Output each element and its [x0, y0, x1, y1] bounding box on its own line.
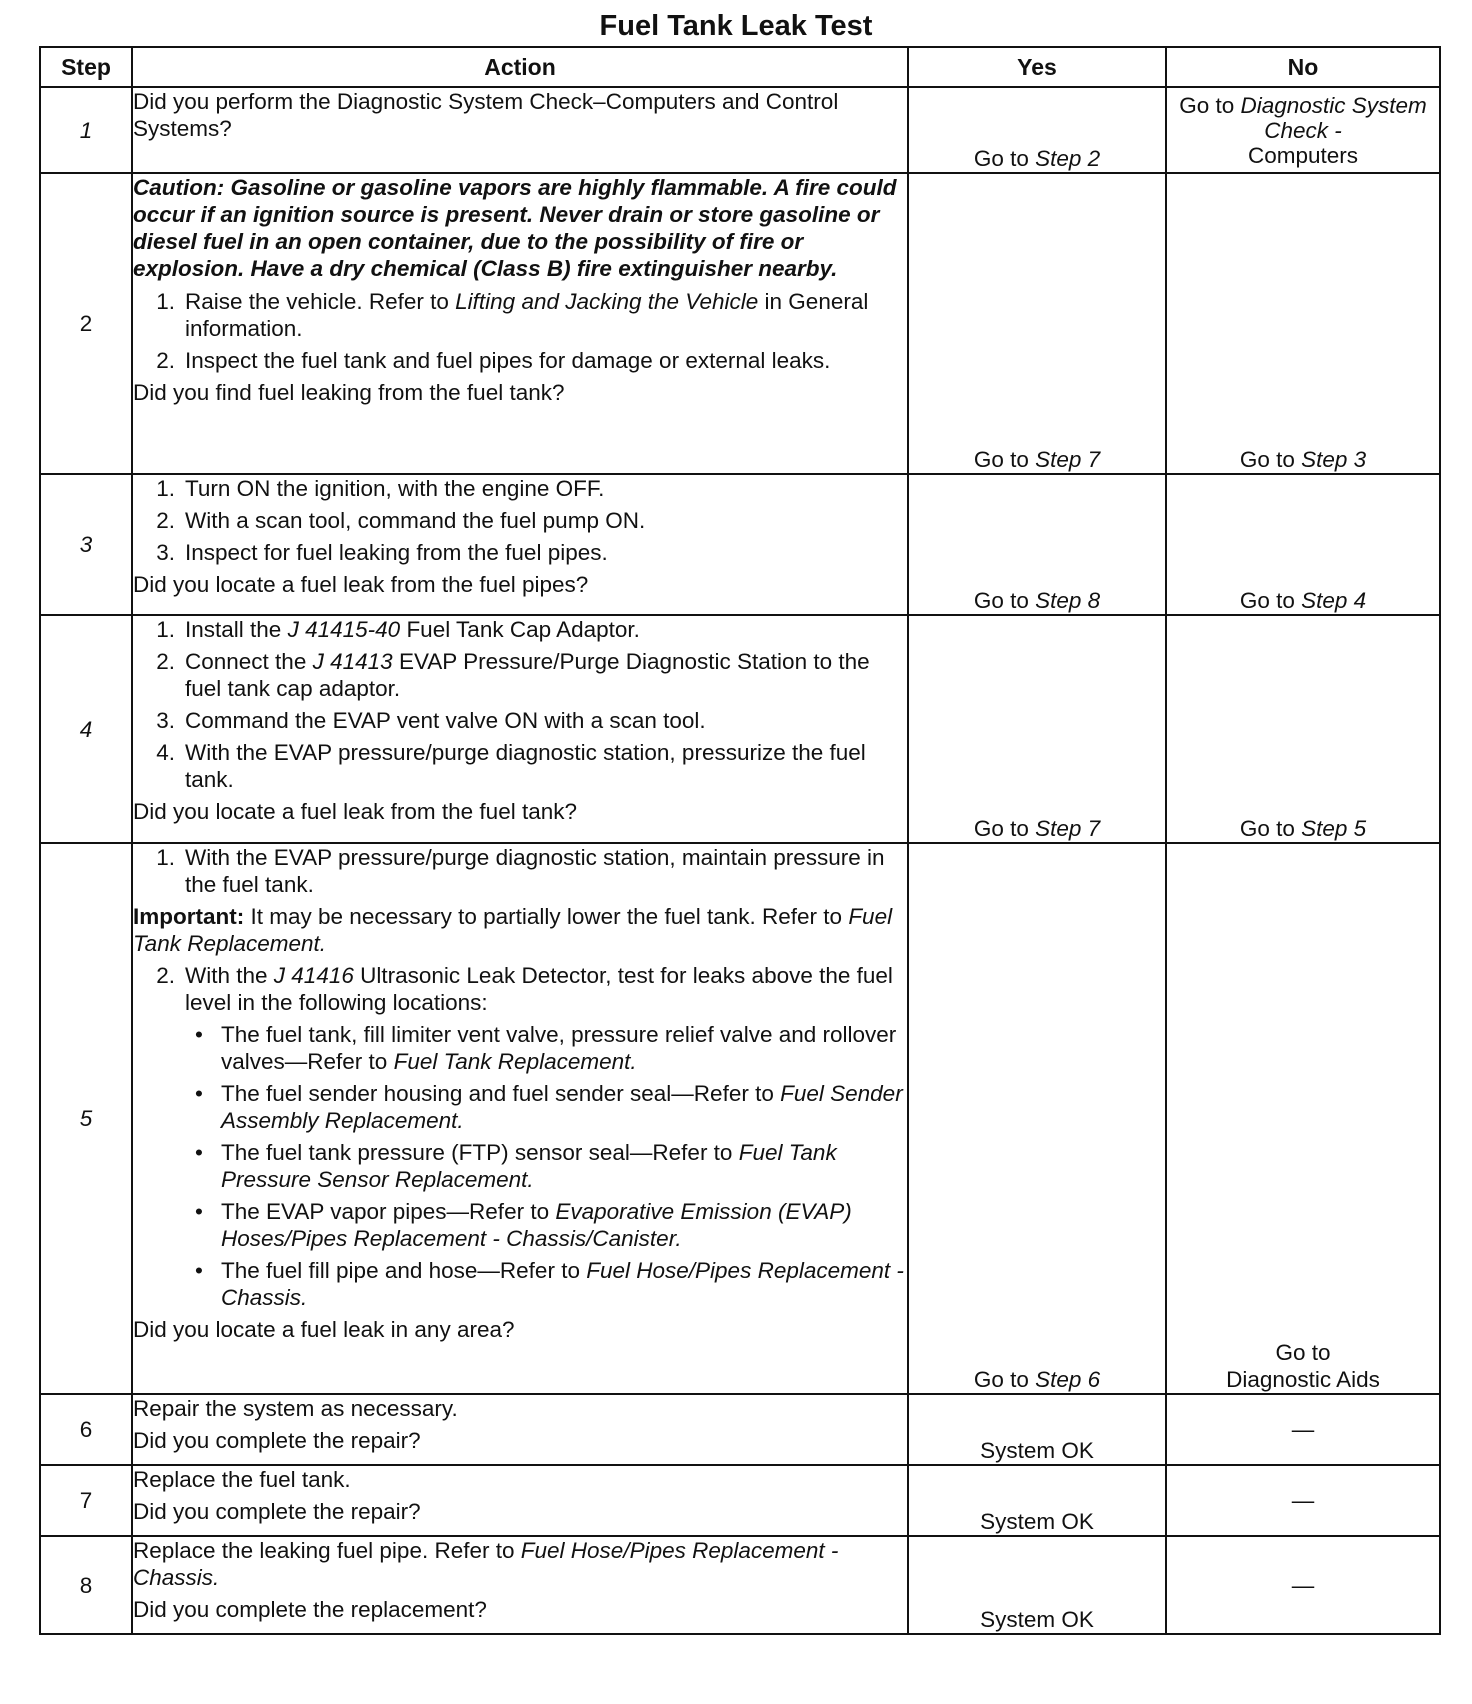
list-number: 2.	[156, 963, 175, 988]
bullet-item	[133, 1198, 907, 1252]
list-number: 3.	[156, 708, 175, 733]
list-text: Install the	[185, 617, 282, 642]
bullet-item	[133, 1139, 907, 1193]
yes-cell: System OK	[908, 1536, 1166, 1634]
list-item	[133, 962, 907, 1016]
bullet-icon: •	[195, 1140, 203, 1165]
step-number: 3	[40, 474, 132, 615]
no-cell	[1166, 615, 1440, 843]
list-number: 2.	[156, 348, 175, 373]
table-row	[40, 1536, 1440, 1634]
reference-link[interactable]: Fuel Hose/Pipes Replacement - Chassis.	[133, 1538, 839, 1590]
list-item	[133, 288, 907, 342]
bullet-icon: •	[195, 1081, 203, 1106]
no-cell: —	[1166, 1465, 1440, 1536]
list-item	[133, 475, 907, 502]
bullet-text: The fuel sender housing and fuel sender seal—Refer to	[221, 1081, 774, 1106]
yes-step-link[interactable]: Step 2	[1035, 146, 1101, 171]
reference-link[interactable]: Evaporative Emission (EVAP) Hoses/Pipes Replacement - Chassis/Canister.	[221, 1199, 852, 1251]
action-cell	[132, 1465, 908, 1536]
no-cell: —	[1166, 1536, 1440, 1634]
fuel-tank-leak-test-table	[39, 46, 1441, 1635]
step-number: 2	[40, 173, 132, 474]
yes-prefix: Go to	[973, 447, 1029, 472]
no-prefix: Go to	[1275, 1340, 1331, 1365]
list-text: Ultrasonic Leak Detector, test for leaks above the fuel level in the following locations:	[185, 963, 893, 1015]
list-item	[133, 739, 907, 793]
table-header-row	[40, 47, 1440, 87]
yes-cell	[908, 87, 1166, 173]
header-step: Step	[40, 47, 132, 87]
action-cell	[132, 474, 908, 615]
question-text: Did you locate a fuel leak from the fuel tank?	[133, 799, 578, 824]
step-number: 5	[40, 843, 132, 1394]
list-item	[133, 707, 907, 734]
action-cell	[132, 1536, 908, 1634]
yes-prefix: Go to	[973, 146, 1029, 171]
reference-link[interactable]: Lifting and Jacking the Vehicle	[455, 289, 759, 314]
table-row	[40, 1394, 1440, 1465]
no-cell	[1166, 474, 1440, 615]
reference-link[interactable]: Fuel Sender Assembly Replacement.	[221, 1081, 903, 1133]
question-text: Did you complete the repair?	[133, 1499, 421, 1524]
list-number: 2.	[156, 649, 175, 674]
table-row	[40, 843, 1440, 1394]
list-text: Raise the vehicle. Refer to	[185, 289, 449, 314]
yes-step-link[interactable]: Step 6	[1035, 1367, 1101, 1392]
list-text: Inspect the fuel tank and fuel pipes for damage or external leaks.	[185, 348, 831, 373]
list-item	[133, 844, 907, 898]
no-step-link[interactable]: Step 4	[1301, 588, 1367, 613]
list-text: Turn ON the ignition, with the engine OFF.	[185, 476, 605, 501]
no-step-link[interactable]: Step 3	[1301, 447, 1367, 472]
action-text-prefix: Replace the leaking fuel pipe. Refer to	[133, 1538, 515, 1563]
action-text: Replace the fuel tank.	[133, 1467, 351, 1492]
action-text	[133, 1537, 907, 1591]
no-prefix: Go to	[1239, 588, 1295, 613]
no-cell	[1166, 843, 1440, 1394]
action-cell	[132, 1394, 908, 1465]
list-text: With the EVAP pressure/purge diagnostic station, maintain pressure in the fuel tank.	[185, 845, 885, 897]
table-row	[40, 615, 1440, 843]
list-number: 1.	[156, 845, 175, 870]
no-cell: —	[1166, 1394, 1440, 1465]
tool-reference: J 41416	[273, 963, 354, 988]
step-number: 8	[40, 1536, 132, 1634]
yes-cell	[908, 474, 1166, 615]
action-cell	[132, 87, 908, 173]
table-row	[40, 87, 1440, 173]
list-text: Command the EVAP vent valve ON with a scan tool.	[185, 708, 706, 733]
no-step-link[interactable]: Step 5	[1301, 816, 1367, 841]
question-text: Did you complete the repair?	[133, 1428, 421, 1453]
list-item	[133, 347, 907, 374]
list-number: 1.	[156, 476, 175, 501]
tool-reference: J 41415-40	[287, 617, 401, 642]
yes-cell: System OK	[908, 1465, 1166, 1536]
list-text: With the EVAP pressure/purge diagnostic station, pressurize the fuel tank.	[185, 740, 866, 792]
no-prefix: Go to	[1239, 447, 1295, 472]
bullet-item	[133, 1080, 907, 1134]
list-text: Connect the	[185, 649, 307, 674]
important-note	[133, 903, 907, 957]
step-number: 7	[40, 1465, 132, 1536]
no-step-link[interactable]: Diagnostic Aids	[1226, 1367, 1380, 1392]
yes-cell	[908, 615, 1166, 843]
yes-step-link[interactable]: Step 7	[1035, 816, 1101, 841]
question-text: Did you locate a fuel leak from the fuel pipes?	[133, 572, 589, 597]
list-number: 1.	[156, 617, 175, 642]
no-prefix: Go to	[1239, 816, 1295, 841]
step-number: 6	[40, 1394, 132, 1465]
action-cell	[132, 843, 908, 1394]
bullet-text: The EVAP vapor pipes—Refer to	[221, 1199, 550, 1224]
no-cell	[1166, 87, 1440, 173]
reference-link[interactable]: Fuel Tank Replacement.	[133, 904, 893, 956]
yes-cell: System OK	[908, 1394, 1166, 1465]
bullet-text: The fuel tank, fill limiter vent valve, pressure relief valve and rollover valves—Refer to	[221, 1022, 897, 1074]
list-number: 1.	[156, 289, 175, 314]
list-item	[133, 616, 907, 643]
list-number: 2.	[156, 508, 175, 533]
table-row	[40, 173, 1440, 474]
bullet-item	[133, 1257, 907, 1311]
no-prefix: Go to	[1179, 93, 1235, 118]
reference-link[interactable]: Fuel Tank Pressure Sensor Replacement.	[221, 1140, 837, 1192]
header-no: No	[1166, 47, 1440, 87]
bullet-icon: •	[195, 1199, 203, 1224]
list-number: 3.	[156, 540, 175, 565]
important-label: Important:	[133, 904, 245, 929]
question-text: Did you complete the replacement?	[133, 1597, 487, 1622]
action-cell	[132, 173, 908, 474]
caution-text: Caution: Gasoline or gasoline vapors are highly flammable. A fire could occur if an ignition source is present. Never drain or store gasoline or diesel fuel in an open container, due to the possibility of fire or explosion. Have a dry chemical (Class B) fire extinguisher nearby.	[133, 175, 897, 281]
step-number: 1	[40, 87, 132, 173]
reference-link[interactable]: Fuel Tank Replacement.	[393, 1049, 637, 1074]
no-suffix: Computers	[1247, 143, 1359, 168]
list-text: Fuel Tank Cap Adaptor.	[406, 617, 640, 642]
yes-prefix: Go to	[973, 1367, 1029, 1392]
header-yes: Yes	[908, 47, 1166, 87]
page-title: Fuel Tank Leak Test	[599, 10, 873, 42]
question-text: Did you locate a fuel leak in any area?	[133, 1317, 515, 1342]
important-text: It may be necessary to partially lower the fuel tank. Refer to	[250, 904, 843, 929]
list-text: With a scan tool, command the fuel pump ON.	[185, 508, 646, 533]
table-row	[40, 1465, 1440, 1536]
list-text: in General information.	[185, 289, 869, 341]
yes-step-link[interactable]: Step 7	[1035, 447, 1101, 472]
yes-prefix: Go to	[973, 588, 1029, 613]
list-text: Inspect for fuel leaking from the fuel pipes.	[185, 540, 608, 565]
bullet-item	[133, 1021, 907, 1075]
list-item	[133, 539, 907, 566]
list-text: With the	[185, 963, 268, 988]
bullet-text: The fuel tank pressure (FTP) sensor seal—Refer to	[221, 1140, 733, 1165]
bullet-icon: •	[195, 1022, 203, 1047]
header-action: Action	[132, 47, 908, 87]
no-cell	[1166, 173, 1440, 474]
tool-reference: J 41413	[312, 649, 393, 674]
no-step-link[interactable]: Diagnostic System Check -	[1240, 93, 1427, 143]
question-text: Did you find fuel leaking from the fuel tank?	[133, 380, 565, 405]
step-number: 4	[40, 615, 132, 843]
yes-step-link[interactable]: Step 8	[1035, 588, 1101, 613]
list-number: 4.	[156, 740, 175, 765]
yes-cell	[908, 173, 1166, 474]
action-text: Repair the system as necessary.	[133, 1396, 458, 1421]
list-item	[133, 507, 907, 534]
table-row	[40, 474, 1440, 615]
bullet-icon: •	[195, 1258, 203, 1283]
yes-cell	[908, 843, 1166, 1394]
question-text: Did you perform the Diagnostic System Check–Computers and Control Systems?	[133, 89, 839, 141]
list-text: EVAP Pressure/Purge Diagnostic Station to the fuel tank cap adaptor.	[185, 649, 870, 701]
bullet-text: The fuel fill pipe and hose—Refer to	[221, 1258, 580, 1283]
reference-link[interactable]: Fuel Hose/Pipes Replacement - Chassis.	[221, 1258, 904, 1310]
list-item	[133, 648, 907, 702]
action-cell	[132, 615, 908, 843]
yes-prefix: Go to	[973, 816, 1029, 841]
